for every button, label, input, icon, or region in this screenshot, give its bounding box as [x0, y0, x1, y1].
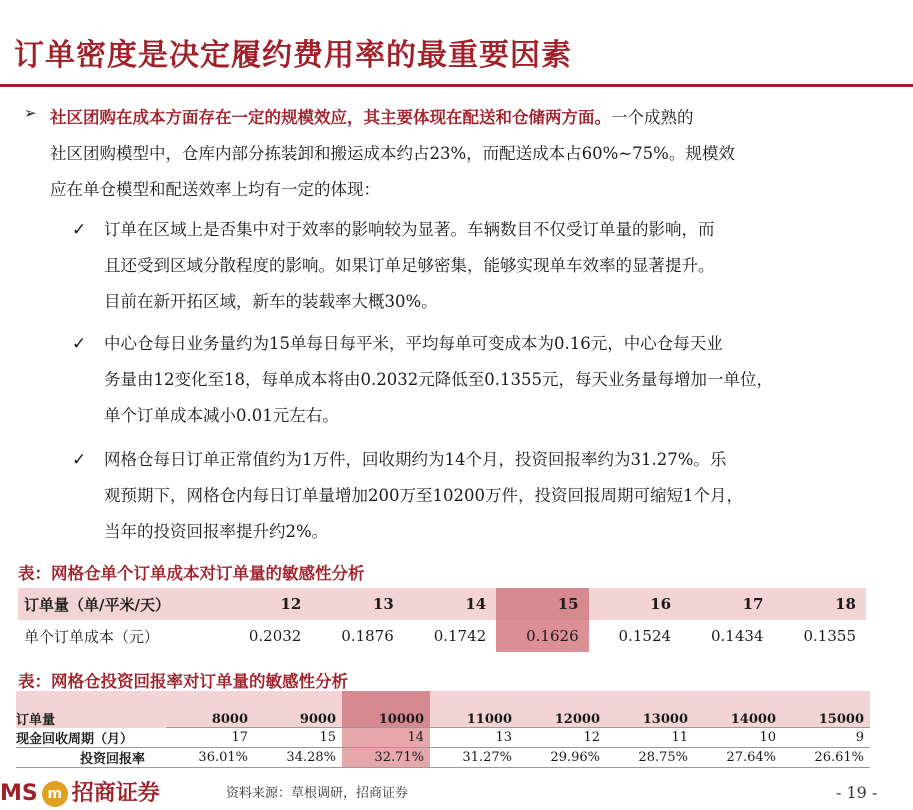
table-cell: 27.64%	[694, 747, 782, 767]
roi-sensitivity-table	[16, 691, 870, 768]
row-label: 现金回收周期（月）	[16, 728, 166, 748]
table-header-cell: 11000	[430, 691, 518, 728]
table-header-cell: 12	[219, 588, 311, 620]
check-item-2-line-2: 务量由12变化至18，每单成本将由0.2032元降低至0.1355元，每天业务量每增加一单位，	[104, 370, 773, 389]
page-title: 订单密度是决定履约费用率的最重要因素	[14, 38, 572, 73]
table-cell: 26.61%	[782, 747, 870, 767]
table-header-cell-highlighted: 10000	[342, 691, 430, 728]
table-cell: 0.1434	[710, 627, 764, 645]
table-cell: 0.1355	[803, 627, 856, 645]
table-header-cell: 13	[311, 588, 403, 620]
table-cell: 0.1524	[618, 627, 672, 645]
intro-line-2: 社区团购模型中，仓库内部分拣装卸和搬运成本约占23%，而配送成本占60%~75%。规模效	[50, 144, 735, 163]
table-header-cell: 15000	[782, 691, 870, 728]
cost-sensitivity-table	[18, 588, 866, 652]
title-divider	[0, 84, 913, 87]
intro-highlight: 社区团购在成本方面存在一定的规模效应，其主要体现在配送和仓储两方面。	[50, 108, 611, 127]
table-cell: 0.2032	[248, 627, 302, 645]
check-item-1-line-1: 订单在区域上是否集中对于效率的影响较为显著。车辆数目不仅受订单量的影响，而	[104, 220, 715, 239]
logo-name: 招商证券	[71, 781, 160, 806]
check-item-3-line-3: 当年的投资回报率提升约2%。	[104, 522, 329, 541]
arrow-bullet-icon: ➢	[24, 104, 37, 122]
intro-line-3: 应在单仓模型和配送效率上均有一定的体现：	[50, 180, 380, 199]
logo-badge-icon: m	[42, 781, 68, 807]
table-cell: 36.01%	[166, 747, 254, 767]
table-cell: 0.1742	[433, 627, 487, 645]
table-header-cell: 14000	[694, 691, 782, 728]
check-item-3-line-1: 网格仓每日订单正常值约为1万件，回收期约为14个月，投资回报率约为31.27%。乐	[104, 450, 727, 469]
check-item-2-line-3: 单个订单成本减小0.01元左右。	[104, 406, 339, 425]
table-header-cell: 13000	[606, 691, 694, 728]
company-logo	[0, 776, 160, 807]
table-header-cell: 16	[589, 588, 681, 620]
intro-line-1-rest: 一个成熟的	[611, 108, 694, 127]
intro-line-1	[50, 100, 694, 136]
table-header-cell: 12000	[518, 691, 606, 728]
table-cell: 11	[606, 728, 694, 748]
check-mark-icon: ✓	[72, 450, 87, 470]
table-cell: 29.96%	[518, 747, 606, 767]
table-cell: 17	[166, 728, 254, 748]
check-mark-icon: ✓	[72, 220, 87, 240]
table-cell: 13	[430, 728, 518, 748]
table-row	[16, 747, 870, 767]
table-header-cell: 18	[773, 588, 866, 620]
table-cell: 28.75%	[606, 747, 694, 767]
table-cell: 15	[254, 728, 342, 748]
table-header-row	[18, 588, 866, 620]
table-header-cell-highlighted: 15	[496, 588, 588, 620]
table-header-cell: 9000	[254, 691, 342, 728]
table-cell: 10	[694, 728, 782, 748]
check-item-2-line-1: 中心仓每日业务量约为15单每日每平米，平均每单可变成本为0.16元，中心仓每天业	[104, 334, 723, 353]
table-header-label: 订单量	[16, 691, 166, 728]
logo-prefix: MS	[0, 781, 38, 806]
row-label: 投资回报率	[16, 747, 166, 767]
table-header-cell: 17	[681, 588, 773, 620]
table1-caption: 表：网格仓单个订单成本对订单量的敏感性分析	[18, 564, 365, 583]
table-cell: 34.28%	[254, 747, 342, 767]
row-label: 单个订单成本（元）	[24, 627, 160, 646]
page-number: - 19 -	[836, 783, 878, 802]
table-header-cell: 14	[404, 588, 496, 620]
source-note: 资料来源：草根调研，招商证券	[226, 786, 409, 801]
table-row	[16, 728, 870, 748]
table-cell-highlighted: 0.1626	[496, 620, 588, 652]
table-cell-highlighted: 32.71%	[342, 747, 430, 767]
table-cell: 0.1876	[341, 627, 394, 645]
check-item-1-line-3: 目前在新开拓区域，新车的装载率大概30%。	[104, 292, 438, 311]
table-header-label: 订单量（单/平米/天）	[18, 588, 219, 620]
table-row	[18, 620, 866, 652]
table-cell: 12	[518, 728, 606, 748]
table-header-cell: 8000	[166, 691, 254, 728]
check-item-3-line-2: 观预期下，网格仓内每日订单量增加200万至10200万件，投资回报周期可缩短1个月，	[104, 486, 743, 505]
check-item-1-line-2: 且还受到区域分散程度的影响。如果订单足够密集，能够实现单车效率的显著提升。	[104, 256, 715, 275]
table-header-row	[16, 691, 870, 728]
table-cell-highlighted: 14	[342, 728, 430, 748]
table2-caption: 表：网格仓投资回报率对订单量的敏感性分析	[18, 672, 348, 691]
table-cell: 9	[782, 728, 870, 748]
table-cell: 31.27%	[430, 747, 518, 767]
check-mark-icon: ✓	[72, 334, 87, 354]
